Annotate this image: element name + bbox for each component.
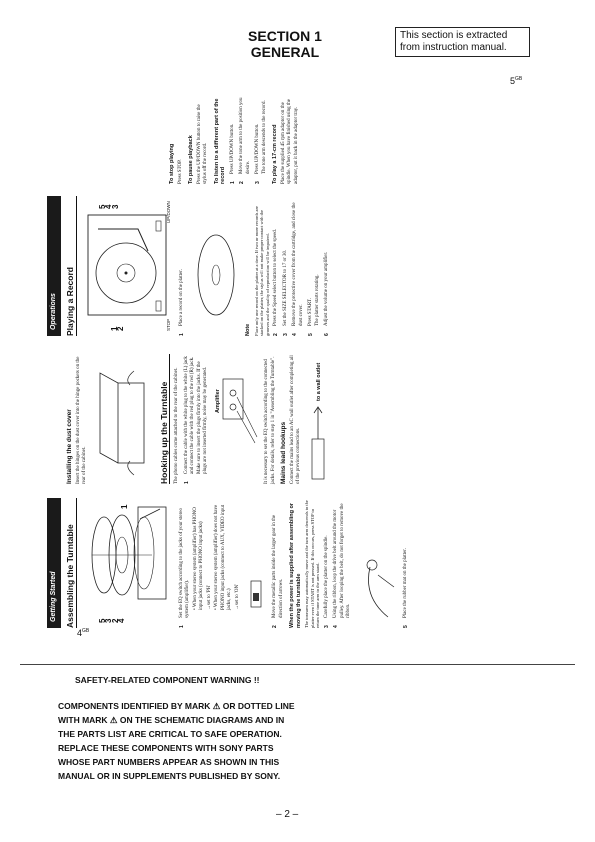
mains-lead-drawing [308,403,332,483]
page-marker-left-num: 4 [77,628,83,638]
step-bullet-result: →set to 'ON' [234,584,240,610]
warning-line: WHOSE PART NUMBERS APPEAR AS SHOWN IN THIS [58,757,280,767]
stop-label: STOP [165,318,171,331]
listen-step-number: 1 [229,181,236,184]
assembling-step-1 [179,498,243,628]
belt-drawing [358,547,398,627]
caution-title: When the power is supplied after assembling or moving the turntable [289,503,302,628]
assembling-step-2 [272,498,285,628]
column-playing-tips [47,84,557,184]
turntable-top-drawing [82,195,174,335]
playing-callouts-left [109,326,125,331]
callout-1: 1 [109,326,119,331]
stop-title: To stop playing [169,143,175,184]
safety-warning-title: SAFETY-RELATED COMPONENT WARNING !! [75,675,260,685]
warning-line: REPLACE THESE COMPONENTS WITH SONY PARTS [58,743,274,753]
play17-title: To play a 17-cm record [272,124,278,184]
listen-step-number: 2 [239,181,245,184]
belt-figure [357,498,399,628]
callout-4: 4 [117,618,126,623]
step-bullet-result: →set to 'PH' [206,584,212,610]
playing-step-2 [273,196,280,336]
eq-switch-drawing [247,557,267,627]
step-text: Place the rubber mat on the platter. [402,548,408,618]
column-assembling [47,488,557,628]
pause-text: Press the UP/DOWN button to raise the stylus off the record. [196,104,208,184]
listen-step-1 [230,94,237,184]
manual-rotated-page [47,81,557,646]
warning-line: COMPONENTS IDENTIFIED BY MARK ⚠ OR DOTTED LINE [58,701,295,711]
step-body [255,100,268,174]
playing-step-1 [179,196,186,336]
assembling-callouts [97,618,126,623]
step-subtext: The platter starts rotating. [314,274,320,326]
safety-warning-body [58,699,548,783]
step-number: 3 [323,625,330,628]
turntable-exploded-figure [81,498,175,628]
step-number: 5 [402,625,409,628]
column-hookup [47,344,557,484]
callout-1: 1 [119,504,129,509]
step-number: 2 [272,625,278,628]
playing-step-4 [292,196,305,336]
hooking-step-1 [184,354,210,484]
manual-scan [47,81,557,646]
mains-title: Mains lead hookups [280,421,287,484]
step-text: Move the tone arm to the position you desire. [239,97,251,174]
step-text: Carefully place the platter on the spindle. [323,535,329,618]
warning-line: THE PARTS LIST ARE CRITICAL TO SAFE OPERATION. [58,729,282,739]
separator-line [20,664,575,665]
assembling-step-5 [403,498,410,628]
tab-operations: Operations [47,196,61,336]
page-marker-right-gb: GB [515,76,523,82]
assembling-title: Assembling the Turntable [67,498,77,628]
step-subtext: The tone arm descends to the record. [261,100,267,174]
step-number: 3 [282,333,289,336]
step-number: 4 [333,625,339,628]
tab-getting-started: Getting Started [47,498,61,628]
step-bullet: • When your stereo system (amplifier) has PHONO input jacks (connect to PHONO input jacks) [192,507,204,610]
listen-title: To listen to a different part of the record [213,98,226,184]
page-marker-right-num: 5 [510,76,516,86]
callout-3: 3 [110,204,120,209]
playing-step-3 [283,196,290,336]
mains-figure [307,354,333,484]
note-text: Place only one record on the platter at a time. If two or more records are stacked on the platter, the stylus will not make proper contact with the grooves and the quality of reproduction will be impaired. [253,206,270,336]
hooking-title: Hooking up the Turntable [161,354,171,484]
step-body [179,498,243,618]
playing-step-6 [324,196,331,336]
playing-title: Playing a Record [67,196,77,336]
hooking-intro: The phono cables come attached to the rear of the cabinet. [174,367,179,484]
callout-3: 3 [104,618,113,623]
step-text: Press the Speed select button to select the speed. [273,228,278,326]
amplifier-label: Amplifier [214,389,221,413]
updown-label: UP/DOWN [165,201,171,223]
step-bullet: • When your stereo system (amplifier) does not have PHONO input jacks (connect to AUX, VIDEO input jacks, etc.) [214,504,232,610]
step-number: 6 [324,333,330,336]
step-text: Using the ribbon, loop the drive belt around the motor pulley. After looping the belt, do not forget to remove the ribbon. [333,503,351,618]
callout-5: 5 [97,204,107,209]
eq-switch-figure [246,498,268,628]
dust-cover-drawing [94,363,154,483]
step-number: 1 [178,625,185,628]
amplifier-drawing [221,363,259,483]
step-text: Remove the protective cover from the cartridge, and close the dust cover. [292,202,304,326]
step-number: 5 [308,333,314,336]
tips-spacer [47,94,165,184]
dust-cover-figure [93,354,155,484]
listen-step-number: 3 [255,181,261,184]
dust-cover-text: Insert the hinges on the dust cover into the hinge pockets on the rear of the cabinet. [75,356,87,484]
extract-note-box [395,27,530,57]
stop-text: Press STOP. [177,159,183,184]
playing-step-5 [308,196,321,336]
tab-spacer [47,354,61,484]
step-body [308,274,321,326]
page-number: – 2 – [276,809,299,820]
dust-cover-title: Installing the dust cover [66,409,73,484]
turntable-exploded-drawing [82,497,174,627]
step-text: Press UP/DOWN button. [229,123,235,174]
callout-5: 5 [97,618,107,623]
outlet-label: to a wall outlet [316,362,323,401]
eq-note: It is necessary to set the EQ switch according to the connected jacks. For details, refer to step 1 in "Assembling the Turntable". [264,356,276,484]
listen-step-2 [239,94,252,184]
section-number: SECTION 1 [248,28,322,44]
step-text: Set the SIZE SELECTOR to 17 or 30. [282,249,288,326]
section-title [200,28,370,60]
step-text: Place a record on the platter. [178,269,184,326]
section-name: GENERAL [250,44,320,60]
warning-line: MANUAL OR IN SUPPLEMENTS PUBLISHED BY SONY. [58,771,281,781]
callout-2: 2 [116,326,125,331]
note-title: Note [245,323,251,336]
step-text: Set the EQ switch according to the jacks of your stereo system (amplifier). [178,508,190,618]
assembling-step-4 [333,498,353,628]
page-marker-left-gb: GB [82,628,90,634]
step-number: 2 [273,333,279,336]
callout-4: 4 [104,204,113,209]
playing-figure [81,196,175,336]
step-text: Move the metallic parts inside the larger gear in the direction of arrows. [272,514,284,618]
assembling-step-3 [324,498,331,628]
record-placement-figure [189,196,241,336]
record-drawing [190,215,240,335]
pause-title: To pause playback [188,135,194,184]
step-number: 1 [178,333,185,336]
listen-step-3 [255,94,268,184]
warning-line: WITH MARK ⚠ ON THE SCHEMATIC DIAGRAMS AND IN [58,715,285,725]
step-text: Press UP/DOWN button. [255,123,260,174]
amplifier-figure [214,354,261,484]
extract-note: This section is extracted from instruction manual. [400,30,508,53]
callout-2: 2 [110,618,120,623]
step-text: Connect the cable with the white plug to the white (L) jack and connect the cable with the red plug to the red (R) jack. Make sure to insert the plugs firmly into the jacks. If the plugs are not inserted firmly, noise may be generated. [183,356,208,474]
column-playing [47,186,557,336]
play17-text: Place the supplied 45 rpm adaptor on the spindle. When you have finished using the adaptor, put it back in the adaptor tray. [280,98,299,184]
caution-text: The tonearm may automatically move and the turn arm descends to the platter even if START is not pressed. If this occurs, press STOP to return the tone arm to the arm stand. [304,500,320,628]
step-number: 1 [183,481,190,484]
step-text: Press START. [308,298,313,326]
step-text: Adjust the volume on your amplifier. [324,251,329,326]
step-number: 4 [292,333,298,336]
mains-text: Connect the mains lead to an AC wall outlet after completing all of the previous connections. [289,355,301,484]
playing-callouts-right [97,204,120,209]
